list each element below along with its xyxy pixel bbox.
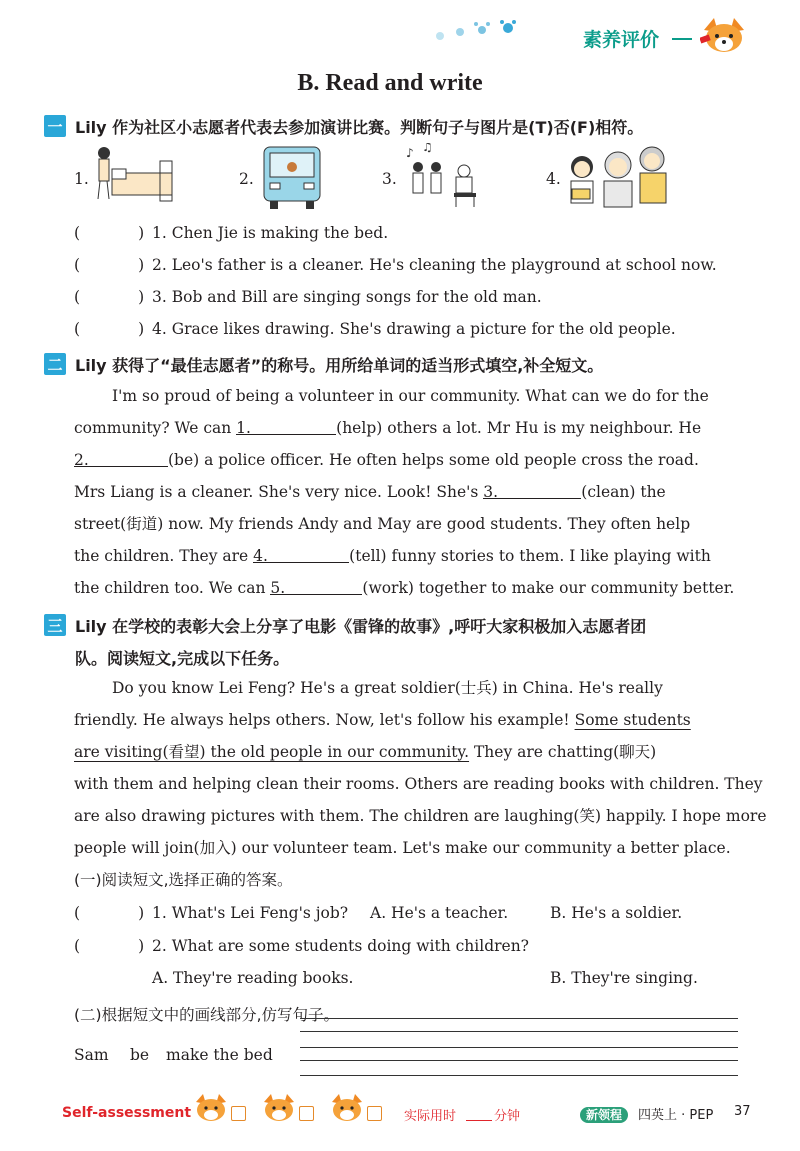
option-b[interactable]: B. He's a soldier. [550,904,683,922]
fill-blank-5[interactable]: 5. [270,572,362,595]
passage-line: with them and helping clean their rooms. Others are reading books with children. They [74,775,763,793]
part2-heading: (二)根据短文中的画线部分,仿写句子。 [74,1006,340,1024]
option-a[interactable]: A. They're reading books. [152,969,354,987]
passage-line: I'm so proud of being a volunteer in our community. What can we do for the [112,387,709,405]
fox-mascot-icon [700,16,748,60]
paw-prints-icon [430,18,550,48]
header-rule [672,38,692,40]
time-input[interactable] [466,1120,492,1121]
word-hint: make the bed [166,1046,273,1064]
section2-instruction: Lily 获得了“最佳志愿者”的称号。用所给单词的适当形式填空,补全短文。 [75,356,604,375]
section1-item: ( ) 3. Bob and Bill are singing songs for the old man. [74,288,542,306]
self-assessment-label: Self-assessment [62,1105,192,1121]
option-b[interactable]: B. They're singing. [550,969,698,987]
writing-line[interactable] [300,1031,738,1032]
part1-heading: (一)阅读短文,选择正确的答案。 [74,871,293,889]
passage-line: are visiting(看望) the old people in our community. They are chatting(聊天) [74,743,657,761]
section1-number: 一 [44,115,66,137]
header-decoration [430,18,550,52]
word-hint: be [130,1046,150,1064]
section1-instruction: Lily 作为社区小志愿者代表去参加演讲比赛。判断句子与图片是(T)否(F)相符。 [75,118,644,137]
fill-blank-4[interactable]: 4. [253,540,349,563]
time-unit: 分钟 [494,1109,521,1124]
fox-face-icon [330,1094,364,1124]
passage-line: friendly. He always helps others. Now, let's follow his example! Some students [74,711,691,729]
section1-pictures [74,143,714,213]
fox-face-icon [194,1094,228,1124]
rating-checkbox[interactable] [299,1106,314,1121]
publisher-badge: 新领程 [580,1104,628,1123]
passage-line: Do you know Lei Feng? He's a great soldier(士兵) in China. He's really [112,679,663,697]
rating-checkbox[interactable] [367,1106,382,1121]
word-hint: Sam [74,1046,109,1064]
rating-checkbox[interactable] [231,1106,246,1121]
svg-text:♪: ♪ [406,146,414,160]
writing-line[interactable] [300,1047,738,1048]
writing-line[interactable] [300,1018,738,1019]
question-1: ( ) 1. What's Lei Feng's job? [74,904,349,922]
underlined-sentence: are visiting(看望) the old people in our community. [74,743,470,761]
passage-line: 2. (be) a police officer. He often helps some old people cross the road. [74,444,699,476]
writing-line[interactable] [300,1075,738,1076]
passage-line: the children. They are 4. (tell) funny stories to them. I like playing with [74,540,711,572]
picture-number: 1. [74,170,89,188]
book-label: 四英上 · PEP [638,1108,714,1123]
passage-line: are also drawing pictures with them. The children are laughing(笑) happily. I hope more [74,807,767,825]
section3-instruction-line1: Lily 在学校的表彰大会上分享了电影《雷锋的故事》,呼吁大家积极加入志愿者团 [75,617,647,636]
fox-face-icon [262,1094,296,1124]
passage-line: people will join(加入) our volunteer team. Let's make our community a better place. [74,839,731,857]
time-label: 实际用时 [404,1109,457,1124]
passage-line: community? We can 1. (help) others a lot. Mr Hu is my neighbour. He [74,412,701,444]
fill-blank-3[interactable]: 3. [483,476,581,499]
picture-number: 4. [546,170,561,188]
section3-instruction-line2: 队。阅读短文,完成以下任务。 [75,649,290,668]
underlined-sentence: Some students [574,711,691,729]
section3-number: 三 [44,614,66,636]
page-number: 37 [734,1104,751,1119]
question-2: ( ) 2. What are some students doing with children? [74,937,529,955]
picture-number: 3. [382,170,397,188]
writing-line[interactable] [300,1060,738,1061]
making-bed-picture-icon [90,143,180,209]
page-title: B. Read and write [297,70,483,96]
fill-blank-2[interactable]: 2. [74,444,168,467]
section2-number: 二 [44,353,66,375]
fill-blank-1[interactable]: 1. [236,412,336,435]
passage-line: street(街道) now. My friends Andy and May are good students. They often help [74,515,691,533]
section1-item: ( ) 4. Grace likes drawing. She's drawing a picture for the old people. [74,320,676,338]
svg-text:♫: ♫ [422,143,433,154]
picture-number: 2. [239,170,254,188]
passage-line: the children too. We can 5. (work) together to make our community better. [74,572,734,604]
section1-item: ( ) 2. Leo's father is a cleaner. He's cleaning the playground at school now. [74,256,717,274]
option-a[interactable]: A. He's a teacher. [370,904,509,922]
section1-item: ( ) 1. Chen Jie is making the bed. [74,224,389,242]
singing-picture-icon [404,143,494,209]
old-people-picture-icon [566,143,676,211]
header-brand: 素养评价 [583,29,660,51]
passage-line: Mrs Liang is a cleaner. She's very nice. Look! She's 3. (clean) the [74,476,666,508]
bus-picture-icon [260,143,324,211]
